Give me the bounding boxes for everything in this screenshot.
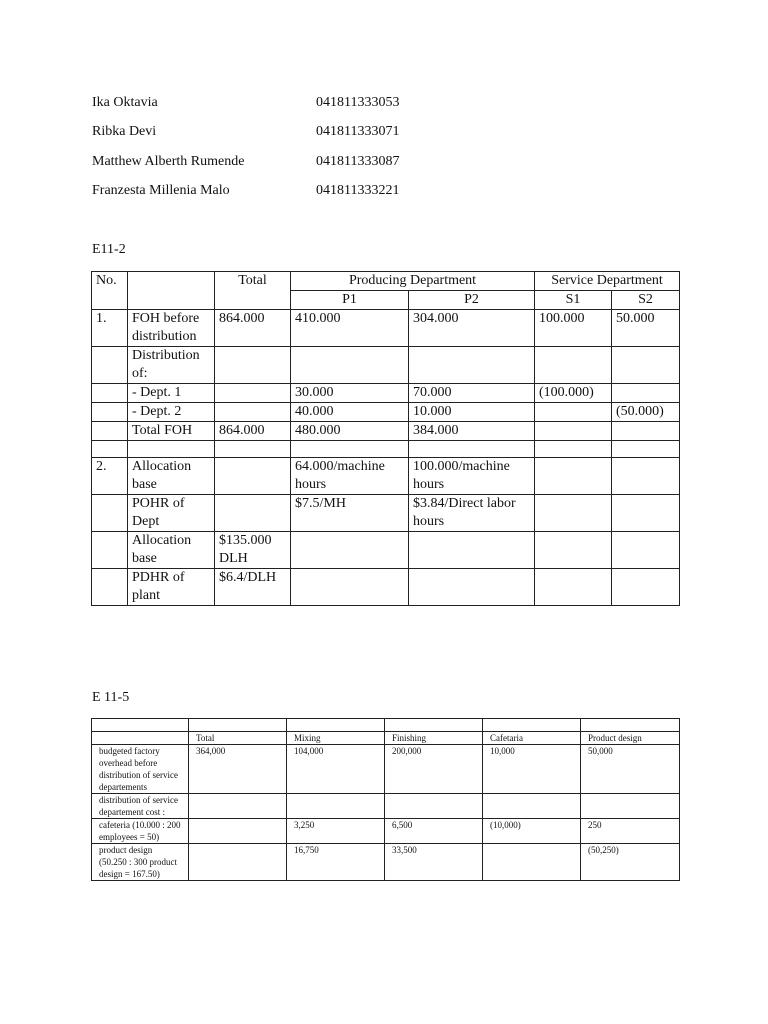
student-name: Ika Oktavia xyxy=(92,95,158,110)
cell-label: Allocation base xyxy=(128,458,215,495)
cell-label: - Dept. 1 xyxy=(128,384,215,403)
cell-s2 xyxy=(612,458,680,495)
cell-p2: $3.84/Direct labor hours xyxy=(409,495,535,532)
cell-mixing: 16,750 xyxy=(287,844,385,881)
cell-label: cafeteria (10.000 : 200 employees = 50) xyxy=(92,819,189,844)
cell-finishing xyxy=(385,794,483,819)
table-blank-row xyxy=(92,719,680,732)
table-row xyxy=(92,745,680,794)
cell-s1 xyxy=(535,532,612,569)
cell-product-design: 50,000 xyxy=(581,745,680,794)
table-row xyxy=(92,384,680,403)
cell-no xyxy=(92,384,128,403)
cell-product-design xyxy=(581,794,680,819)
table-row xyxy=(92,347,680,384)
cell-no xyxy=(92,441,128,458)
cell-finishing: 200,000 xyxy=(385,745,483,794)
cell-product-design: 250 xyxy=(581,819,680,844)
header-total: Total xyxy=(189,732,287,745)
cell-p2: 304.000 xyxy=(409,310,535,347)
cell-s2 xyxy=(612,441,680,458)
student-row xyxy=(92,95,400,111)
cell-p1: 410.000 xyxy=(291,310,409,347)
cell-no xyxy=(92,495,128,532)
cell-s1 xyxy=(535,495,612,532)
header-service-department: Service Department xyxy=(535,272,680,291)
cell-label: Allocation base xyxy=(128,532,215,569)
table-row xyxy=(92,310,680,347)
cell-p1: 64.000/machine hours xyxy=(291,458,409,495)
table-header-row xyxy=(92,732,680,745)
cell-label: distribution of service departement cost : xyxy=(92,794,189,819)
cell-total xyxy=(215,384,291,403)
cell-no xyxy=(92,403,128,422)
cell-s1 xyxy=(535,441,612,458)
cell-p2: 384.000 xyxy=(409,422,535,441)
cell-p1: 30.000 xyxy=(291,384,409,403)
table-row xyxy=(92,495,680,532)
cell-s2 xyxy=(612,569,680,606)
header-label xyxy=(128,272,215,310)
cell-total xyxy=(215,458,291,495)
header-mixing: Mixing xyxy=(287,732,385,745)
cell-p2 xyxy=(409,569,535,606)
cell-label: budgeted factory overhead before distribution of service departements xyxy=(92,745,189,794)
table-header-row xyxy=(92,272,680,291)
cell-p2 xyxy=(409,347,535,384)
cell-s2 xyxy=(612,384,680,403)
cell-s2: (50.000) xyxy=(612,403,680,422)
cell-no: 1. xyxy=(92,310,128,347)
cell-mixing: 3,250 xyxy=(287,819,385,844)
cell-s1 xyxy=(535,403,612,422)
cell-label: - Dept. 2 xyxy=(128,403,215,422)
header-p2: P2 xyxy=(409,291,535,310)
cell-mixing: 104,000 xyxy=(287,745,385,794)
student-row xyxy=(92,183,400,199)
cell-label: PDHR of plant xyxy=(128,569,215,606)
cell-label: POHR of Dept xyxy=(128,495,215,532)
cell-cafetaria: 10,000 xyxy=(483,745,581,794)
e11-5-heading: E 11-5 xyxy=(92,690,130,705)
header-s2: S2 xyxy=(612,291,680,310)
student-id: 041811333071 xyxy=(316,124,400,139)
cell-label: Total FOH xyxy=(128,422,215,441)
cell-s1: 100.000 xyxy=(535,310,612,347)
cell-s1 xyxy=(535,569,612,606)
header-no: No. xyxy=(92,272,128,310)
cell-total xyxy=(189,844,287,881)
cell-p2 xyxy=(409,441,535,458)
cell-total: $6.4/DLH xyxy=(215,569,291,606)
cell-no: 2. xyxy=(92,458,128,495)
cell-finishing: 6,500 xyxy=(385,819,483,844)
student-id: 041811333087 xyxy=(316,154,400,169)
cell-p2: 70.000 xyxy=(409,384,535,403)
cell-finishing: 33,500 xyxy=(385,844,483,881)
cell-cafetaria xyxy=(483,844,581,881)
cell-label: FOH before distribution xyxy=(128,310,215,347)
cell-p1 xyxy=(291,441,409,458)
student-id: 041811333053 xyxy=(316,95,400,110)
header-total: Total xyxy=(215,272,291,310)
cell-s1 xyxy=(535,422,612,441)
table-row xyxy=(92,532,680,569)
table-row xyxy=(92,441,680,458)
cell-cafetaria: (10,000) xyxy=(483,819,581,844)
cell-p1 xyxy=(291,569,409,606)
e11-2-heading: E11-2 xyxy=(92,242,126,257)
student-id: 041811333221 xyxy=(316,183,400,198)
student-name: Matthew Alberth Rumende xyxy=(92,154,245,169)
cell-s2: 50.000 xyxy=(612,310,680,347)
cell-total: 864.000 xyxy=(215,310,291,347)
cell-p2: 100.000/machine hours xyxy=(409,458,535,495)
header-label xyxy=(92,732,189,745)
header-producing-department: Producing Department xyxy=(291,272,535,291)
e11-5-table xyxy=(91,718,680,881)
cell-s1: (100.000) xyxy=(535,384,612,403)
cell-no xyxy=(92,532,128,569)
student-name: Ribka Devi xyxy=(92,124,157,139)
cell-total xyxy=(215,347,291,384)
table-row xyxy=(92,403,680,422)
cell-label xyxy=(128,441,215,458)
cell-p1 xyxy=(291,347,409,384)
header-finishing: Finishing xyxy=(385,732,483,745)
student-row xyxy=(92,154,400,170)
student-name: Franzesta Millenia Malo xyxy=(92,183,230,198)
cell-total xyxy=(215,495,291,532)
cell-s1 xyxy=(535,458,612,495)
cell-p1: 40.000 xyxy=(291,403,409,422)
cell-total: $135.000 DLH xyxy=(215,532,291,569)
cell-total xyxy=(215,441,291,458)
cell-no xyxy=(92,422,128,441)
table-row xyxy=(92,458,680,495)
cell-product-design: (50,250) xyxy=(581,844,680,881)
cell-p1 xyxy=(291,532,409,569)
cell-s1 xyxy=(535,347,612,384)
cell-cafetaria xyxy=(483,794,581,819)
header-s1: S1 xyxy=(535,291,612,310)
header-cafetaria: Cafetaria xyxy=(483,732,581,745)
cell-s2 xyxy=(612,495,680,532)
cell-no xyxy=(92,569,128,606)
cell-p2: 10.000 xyxy=(409,403,535,422)
cell-s2 xyxy=(612,532,680,569)
cell-total xyxy=(189,794,287,819)
cell-total xyxy=(215,403,291,422)
cell-total: 364,000 xyxy=(189,745,287,794)
table-row xyxy=(92,422,680,441)
cell-total: 864.000 xyxy=(215,422,291,441)
table-row xyxy=(92,819,680,844)
table-row xyxy=(92,569,680,606)
cell-label: Distribution of: xyxy=(128,347,215,384)
cell-mixing xyxy=(287,794,385,819)
cell-p1: $7.5/MH xyxy=(291,495,409,532)
cell-p1: 480.000 xyxy=(291,422,409,441)
cell-p2 xyxy=(409,532,535,569)
cell-no xyxy=(92,347,128,384)
cell-s2 xyxy=(612,422,680,441)
header-product-design: Product design xyxy=(581,732,680,745)
cell-total xyxy=(189,819,287,844)
cell-s2 xyxy=(612,347,680,384)
e11-2-table xyxy=(91,271,680,606)
table-row xyxy=(92,844,680,881)
table-row xyxy=(92,794,680,819)
student-row xyxy=(92,124,400,140)
header-p1: P1 xyxy=(291,291,409,310)
cell-label: product design (50.250 : 300 product design = 167.50) xyxy=(92,844,189,881)
